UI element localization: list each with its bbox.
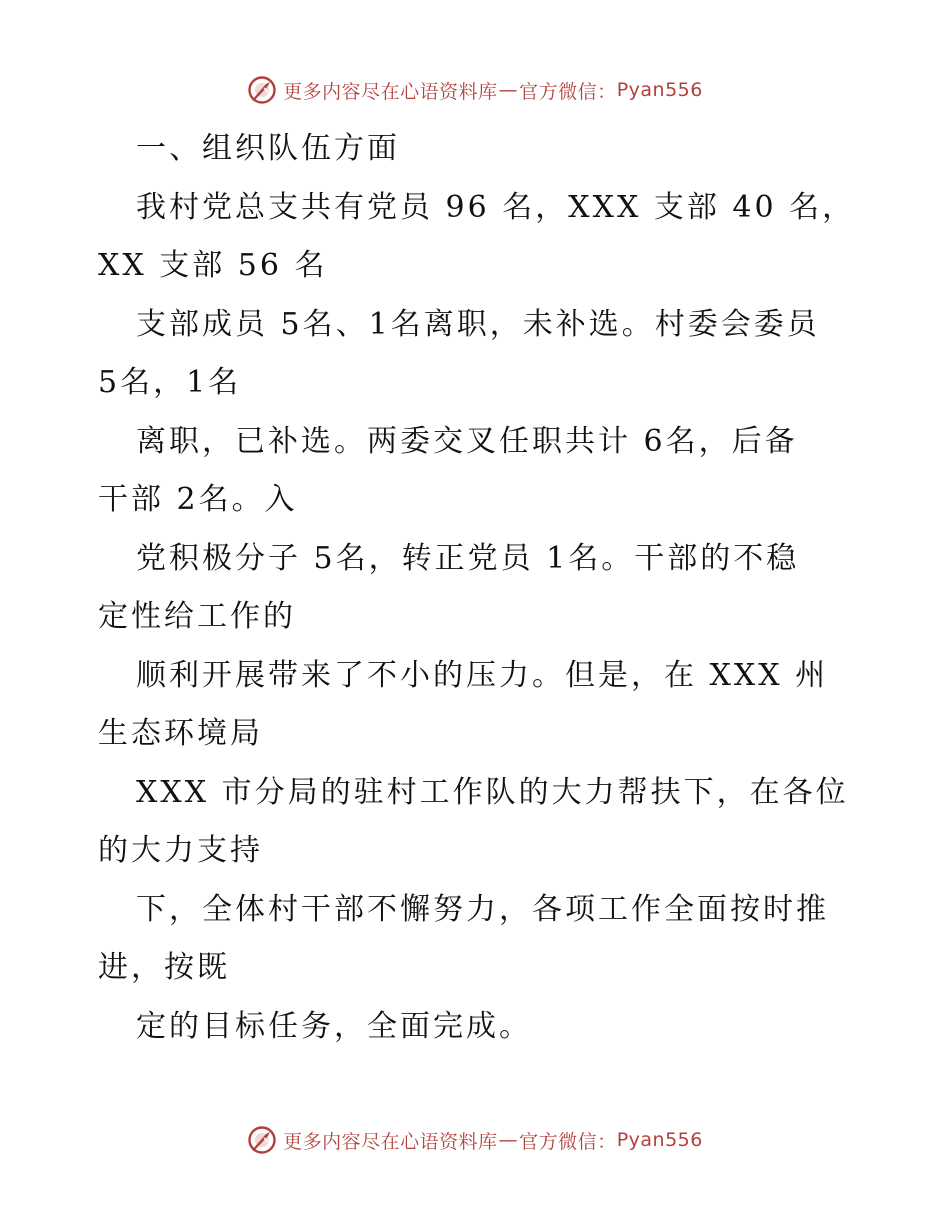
body-line: 我村党总支共有党员 96 名，XXX 支部 40 名， xyxy=(136,189,856,225)
footer-banner-text: 更多内容尽在心语资料库 xyxy=(283,1130,498,1153)
footer-banner-account: Pyan556 xyxy=(616,1129,703,1151)
body-line: XXX 市分局的驻村工作队的大力帮扶下，在各位 xyxy=(136,774,849,810)
header-banner-wechat-label: 官方微信： xyxy=(519,80,617,103)
body-line: 离职，已补选。两委交叉任职共计 6名，后备 xyxy=(136,423,798,459)
quill-logo-icon xyxy=(247,75,277,105)
section-heading: 一、组织队伍方面 xyxy=(136,131,400,166)
header-banner-text: 更多内容尽在心语资料库 xyxy=(283,80,498,103)
body-line: 的大力支持 xyxy=(98,833,263,868)
header-banner-account: Pyan556 xyxy=(616,79,703,101)
body-line: 进，按既 xyxy=(98,950,230,985)
footer-banner-separator: — xyxy=(498,1129,519,1151)
body-line: 定的目标任务，全面完成。 xyxy=(136,1008,532,1044)
body-line: 下，全体村干部不懈努力，各项工作全面按时推 xyxy=(136,891,829,927)
body-line: XX 支部 56 名 xyxy=(98,248,328,283)
body-line: 定性给工作的 xyxy=(98,599,296,634)
header-banner-separator: — xyxy=(498,79,519,101)
quill-logo-icon xyxy=(247,1125,277,1155)
header-banner xyxy=(0,70,950,110)
body-line: 干部 2名。入 xyxy=(98,482,298,517)
footer-banner xyxy=(0,1120,950,1160)
body-line: 党积极分子 5名，转正党员 1名。干部的不稳 xyxy=(136,540,800,576)
body-line: 生态环境局 xyxy=(98,716,263,751)
body-line: 5名，1名 xyxy=(98,365,242,400)
footer-banner-wechat-label: 官方微信： xyxy=(519,1130,617,1153)
body-line: 顺利开展带来了不小的压力。但是，在 XXX 州 xyxy=(136,657,829,693)
body-line: 支部成员 5名、1名离职，未补选。村委会委员 xyxy=(136,306,820,342)
document-body xyxy=(98,120,858,1056)
